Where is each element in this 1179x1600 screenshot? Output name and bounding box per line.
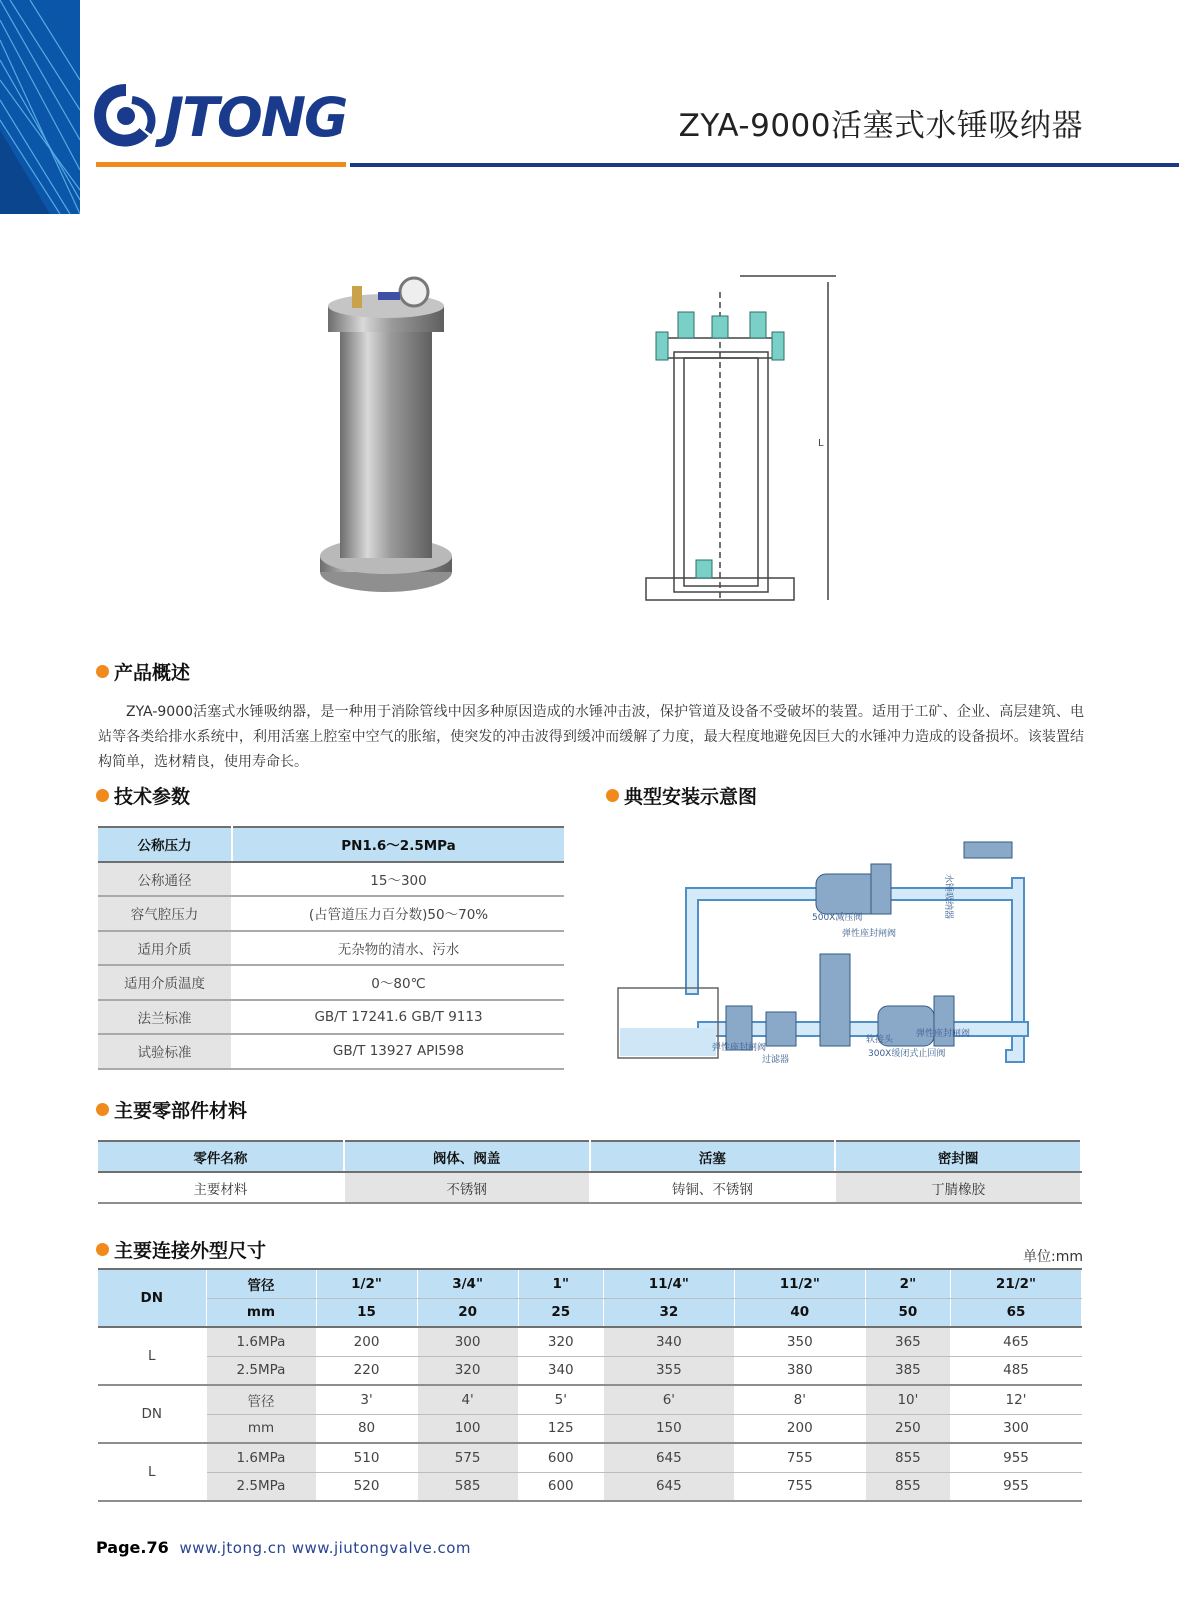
value-cell: 645 [603, 1443, 734, 1472]
tech-key: 适用介质 [98, 931, 232, 966]
tech-key: 法兰标准 [98, 1000, 232, 1035]
tech-value: 0～80℃ [232, 965, 564, 1000]
mm-label: mm [206, 1414, 316, 1443]
value-cell: 355 [603, 1356, 734, 1385]
table-row [98, 1472, 1082, 1501]
value-cell: 855 [865, 1443, 950, 1472]
label-gate-valve-top: 弹性座封闸阀 [842, 929, 897, 939]
table-row [98, 1298, 1082, 1327]
value-cell: 320 [417, 1356, 518, 1385]
strainer-icon [766, 1012, 796, 1046]
value-cell: 380 [734, 1356, 865, 1385]
page-number: Page.76 [96, 1538, 169, 1557]
value-cell: 955 [951, 1472, 1082, 1501]
value-cell: 320 [518, 1327, 603, 1356]
dimensions-heading: 主要连接外型尺寸 [96, 1236, 266, 1263]
tank-water [620, 1028, 716, 1056]
bullet-dot-icon [96, 1243, 109, 1256]
materials-header-cell: 零件名称 [98, 1141, 344, 1172]
table-row [98, 1000, 564, 1035]
corner-stripes-graphic [0, 0, 80, 214]
l-label: L [98, 1443, 206, 1501]
value-cell: 755 [734, 1472, 865, 1501]
value-cell: 4' [417, 1385, 518, 1414]
materials-cell: 铸铜、不锈钢 [590, 1172, 836, 1203]
value-cell: 80 [316, 1414, 417, 1443]
install-diagram [616, 834, 1056, 1096]
size-cell: 21/2" [951, 1269, 1082, 1298]
value-cell: 585 [417, 1472, 518, 1501]
logo-underline [96, 162, 346, 167]
value-cell: 5' [518, 1385, 603, 1414]
pump-icon [820, 954, 850, 1046]
value-cell: 350 [734, 1327, 865, 1356]
size-cell: 1/2" [316, 1269, 417, 1298]
size-cell: 2" [865, 1269, 950, 1298]
install-heading: 典型安装示意图 [606, 782, 757, 809]
page-title: ZYA-9000活塞式水锤吸纳器 [678, 108, 1083, 144]
footer [96, 1538, 471, 1557]
value-cell: 200 [316, 1327, 417, 1356]
gate-valve-icon [871, 864, 891, 914]
value-cell: 340 [603, 1327, 734, 1356]
label-strainer: 过滤器 [762, 1055, 790, 1065]
bullet-dot-icon [606, 789, 619, 802]
value-cell: 10' [865, 1385, 950, 1414]
table-row [98, 862, 564, 897]
value-cell: 575 [417, 1443, 518, 1472]
tech-value: GB/T 13927 API598 [232, 1034, 564, 1069]
value-cell: 125 [518, 1414, 603, 1443]
materials-header-cell: 密封圈 [835, 1141, 1081, 1172]
pipe-label: 管径 [206, 1385, 316, 1414]
overview-text: ZYA-9000活塞式水锤吸纳器，是一种用于消除管线中因多种原因造成的水锤冲击波，保护管道及设备不受破坏的装置。适用于工矿、企业、高层建筑、电站等各类给排水系统中，利用活塞上腔室中空气的胀缩，使突发的冲击波得到缓冲而缓解了力度，最大程度地避免因巨大的水锤冲力造成的设备损坏。该装置结构简单，选材精良，使用寿命长。 [98, 704, 1084, 770]
value-cell: 200 [734, 1414, 865, 1443]
materials-table [98, 1140, 1082, 1204]
value-cell: 300 [951, 1414, 1082, 1443]
value-cell: 340 [518, 1356, 603, 1385]
table-row [98, 1443, 1082, 1472]
pipe-label: 管径 [206, 1269, 316, 1298]
materials-header-cell: 活塞 [590, 1141, 836, 1172]
table-row [98, 827, 564, 862]
bullet-dot-icon [96, 1103, 109, 1116]
value-cell: 12' [951, 1385, 1082, 1414]
table-row [98, 1034, 564, 1069]
tech-value: (占管道压力百分数)50～70% [232, 896, 564, 931]
pressure-label: 1.6MPa [206, 1443, 316, 1472]
brand-name: JTONG [164, 86, 347, 149]
size-cell: 50 [865, 1298, 950, 1327]
table-row [98, 1172, 1081, 1203]
value-cell: 485 [951, 1356, 1082, 1385]
header-rule [350, 163, 1179, 167]
value-cell: 465 [951, 1327, 1082, 1356]
l-label: L [98, 1327, 206, 1385]
tech-key: 公称压力 [98, 827, 232, 862]
materials-cell: 主要材料 [98, 1172, 344, 1203]
value-cell: 250 [865, 1414, 950, 1443]
absorber-icon [964, 842, 1012, 858]
tech-key: 适用介质温度 [98, 965, 232, 1000]
size-cell: 15 [316, 1298, 417, 1327]
size-cell: 11/4" [603, 1269, 734, 1298]
table-row [98, 931, 564, 966]
corner-decoration [0, 0, 80, 214]
table-row [98, 1385, 1082, 1414]
value-cell: 600 [518, 1443, 603, 1472]
bullet-dot-icon [96, 665, 109, 678]
table-row [98, 1414, 1082, 1443]
label-gate-valve-left: 弹性座封闸阀 [712, 1043, 767, 1053]
label-absorber: 水锤吸纳器 [943, 874, 953, 920]
reducing-valve-icon [816, 874, 880, 914]
tech-value: 15～300 [232, 862, 564, 897]
size-cell: 20 [417, 1298, 518, 1327]
tech-key: 试验标准 [98, 1034, 232, 1069]
value-cell: 6' [603, 1385, 734, 1414]
technical-drawing [640, 272, 840, 612]
tech-value: 无杂物的清水、污水 [232, 931, 564, 966]
pressure-label: 2.5MPa [206, 1472, 316, 1501]
table-row [98, 1269, 1082, 1298]
size-cell: 65 [951, 1298, 1082, 1327]
footer-urls: www.jtong.cn www.jiutongvalve.com [179, 1539, 472, 1557]
value-cell: 755 [734, 1443, 865, 1472]
table-row [98, 896, 564, 931]
value-cell: 3' [316, 1385, 417, 1414]
value-cell: 645 [603, 1472, 734, 1501]
pressure-label: 2.5MPa [206, 1356, 316, 1385]
bullet-dot-icon [96, 789, 109, 802]
tech-heading: 技术参数 [96, 782, 190, 809]
value-cell: 8' [734, 1385, 865, 1414]
product-photo [318, 276, 468, 606]
brand-logo [92, 80, 352, 156]
value-cell: 150 [603, 1414, 734, 1443]
tech-value: GB/T 17241.6 GB/T 9113 [232, 1000, 564, 1035]
tech-key: 容气腔压力 [98, 896, 232, 931]
table-row [98, 1327, 1082, 1356]
dn-header: DN [98, 1269, 206, 1327]
value-cell: 520 [316, 1472, 417, 1501]
materials-cell: 丁腈橡胶 [835, 1172, 1081, 1203]
size-cell: 25 [518, 1298, 603, 1327]
tech-value: PN1.6～2.5MPa [232, 827, 564, 862]
value-cell: 365 [865, 1327, 950, 1356]
size-cell: 40 [734, 1298, 865, 1327]
materials-header-cell: 阀体、阀盖 [344, 1141, 590, 1172]
overview-heading: 产品概述 [96, 658, 190, 685]
size-cell: 3/4" [417, 1269, 518, 1298]
label-check-valve: 300X缓闭式止回阀 [868, 1049, 946, 1059]
size-cell: 1" [518, 1269, 603, 1298]
value-cell: 510 [316, 1443, 417, 1472]
label-reducing-valve: 500X减压阀 [812, 913, 863, 923]
table-row [98, 965, 564, 1000]
dn-label: DN [98, 1385, 206, 1443]
table-row [98, 1356, 1082, 1385]
value-cell: 100 [417, 1414, 518, 1443]
label-gate-valve-right: 弹性座封闸阀 [916, 1029, 971, 1039]
value-cell: 855 [865, 1472, 950, 1501]
tech-table [98, 826, 564, 1070]
value-cell: 220 [316, 1356, 417, 1385]
dim-label-l: L [818, 438, 824, 449]
label-soft-joint: 软接头 [866, 1035, 894, 1045]
tech-key: 公称通径 [98, 862, 232, 897]
value-cell: 300 [417, 1327, 518, 1356]
table-row [98, 1141, 1081, 1172]
materials-heading: 主要零部件材料 [96, 1096, 247, 1123]
value-cell: 955 [951, 1443, 1082, 1472]
value-cell: 385 [865, 1356, 950, 1385]
materials-cell: 不锈钢 [344, 1172, 590, 1203]
dimensions-table [98, 1268, 1082, 1502]
value-cell: 600 [518, 1472, 603, 1501]
size-cell: 11/2" [734, 1269, 865, 1298]
mm-label: mm [206, 1298, 316, 1327]
unit-label: 单位:mm [1023, 1249, 1083, 1265]
size-cell: 32 [603, 1298, 734, 1327]
pressure-label: 1.6MPa [206, 1327, 316, 1356]
pipe-top-left [686, 888, 826, 994]
logo-swirl-icon [92, 80, 162, 156]
